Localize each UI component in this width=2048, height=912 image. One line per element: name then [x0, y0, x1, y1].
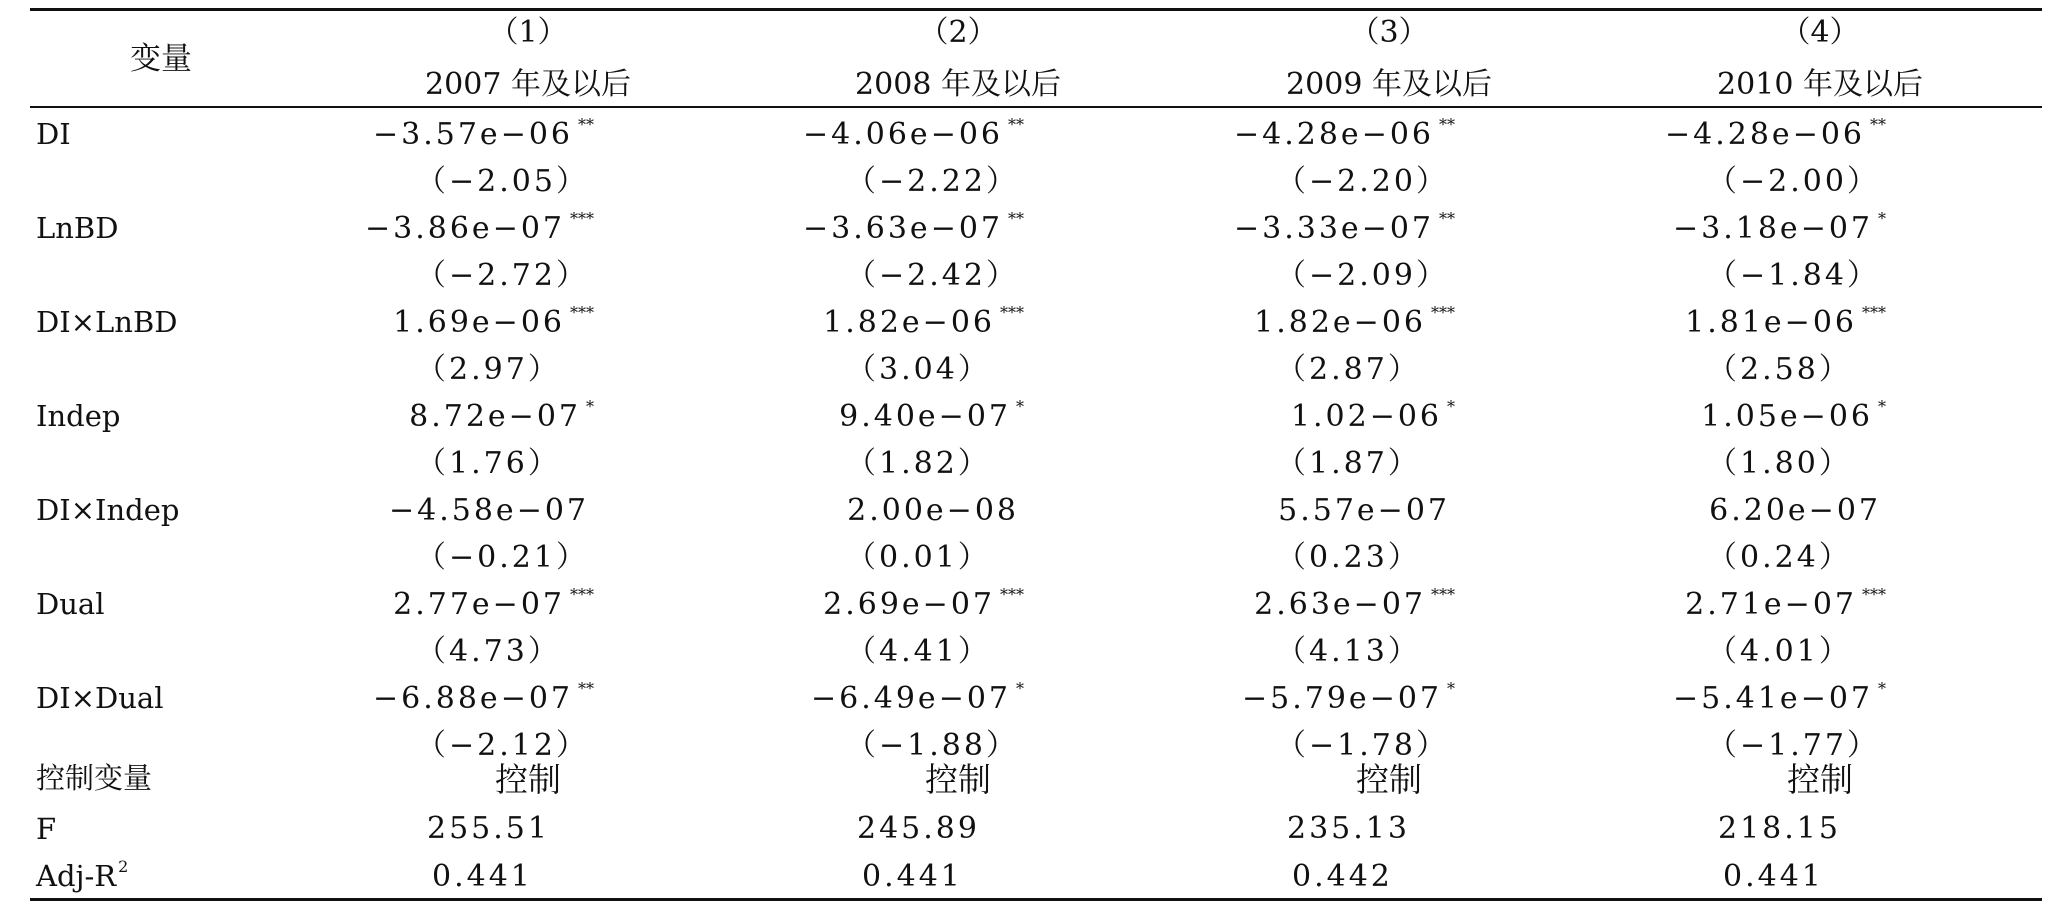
- significance-stars: **: [1008, 115, 1024, 134]
- controls-label: 控制变量: [36, 761, 153, 795]
- t-statistic: （0.24）: [1707, 540, 1852, 575]
- coefficient-value: −3.63e−07: [803, 211, 1003, 246]
- significance-stars: ***: [1431, 585, 1455, 604]
- t-statistic: （1.76）: [416, 446, 561, 481]
- significance-stars: ***: [1000, 585, 1024, 604]
- t-statistic: （−2.20）: [1276, 164, 1449, 199]
- coefficient-cell: [373, 115, 594, 152]
- t-statistic: （−2.00）: [1707, 164, 1880, 199]
- significance-stars: ***: [570, 209, 594, 228]
- coefficient-value: 2.63e−07: [1254, 587, 1426, 622]
- coefficient-cell: [1234, 209, 1455, 246]
- coefficient-cell: [1673, 679, 1886, 716]
- column-number: （2）: [918, 15, 998, 50]
- t-statistic: （−2.42）: [846, 258, 1019, 293]
- significance-stars: ***: [570, 585, 594, 604]
- coefficient-value: 1.69e−06: [393, 305, 565, 340]
- coefficient-value: −6.88e−07: [373, 681, 573, 716]
- coefficient-value: 8.72e−07: [409, 399, 581, 434]
- coefficient-value: −4.28e−06: [1665, 117, 1865, 152]
- t-statistic: （−2.05）: [416, 164, 589, 199]
- column-sample: 2010 年及以后: [1717, 67, 1923, 102]
- coefficient-cell: [1685, 585, 1886, 622]
- t-statistic: （0.01）: [846, 540, 991, 575]
- coefficient-cell: [1278, 493, 1455, 528]
- coefficient-value: −6.49e−07: [811, 681, 1011, 716]
- coefficient-cell: [839, 397, 1024, 434]
- t-statistic: （4.01）: [1707, 634, 1852, 669]
- significance-stars: *: [1447, 397, 1455, 416]
- coefficient-value: −4.06e−06: [803, 117, 1003, 152]
- column-number: （4）: [1780, 15, 1860, 50]
- t-statistic: （−2.12）: [416, 728, 589, 763]
- f-value: 245.89: [857, 811, 980, 846]
- coefficient-cell: [1701, 397, 1886, 434]
- column-number: （1）: [488, 15, 568, 50]
- significance-stars: **: [1870, 115, 1886, 134]
- table-top-rule: [30, 8, 2042, 11]
- adj-r2-value: 0.441: [862, 859, 963, 894]
- coefficient-cell: [393, 585, 594, 622]
- coefficient-cell: [1254, 303, 1455, 340]
- coefficient-cell: [823, 303, 1024, 340]
- significance-stars: *: [1016, 397, 1024, 416]
- row-label: DI: [36, 117, 71, 151]
- adj-r2-value: 0.441: [1723, 859, 1824, 894]
- significance-stars: **: [578, 115, 594, 134]
- f-value: 218.15: [1718, 811, 1841, 846]
- row-label: DI×Dual: [36, 681, 164, 715]
- significance-stars: *: [1016, 679, 1024, 698]
- controls-value: 控制: [1356, 760, 1422, 799]
- column-sample: 2007 年及以后: [425, 67, 631, 102]
- coefficient-value: 1.02−06: [1290, 399, 1442, 434]
- adj-r2-value: 0.442: [1292, 859, 1393, 894]
- controls-value: 控制: [1787, 760, 1853, 799]
- coefficient-value: 6.20e−07: [1709, 493, 1881, 528]
- t-statistic: （−2.09）: [1276, 258, 1449, 293]
- controls-value: 控制: [495, 760, 561, 799]
- coefficient-value: 1.05e−06: [1701, 399, 1873, 434]
- variable-header: 变量: [130, 41, 192, 77]
- coefficient-value: −4.58e−07: [389, 493, 589, 528]
- coefficient-cell: [373, 679, 594, 716]
- coefficient-value: −3.33e−07: [1234, 211, 1434, 246]
- significance-stars: *: [1447, 679, 1455, 698]
- f-label: F: [36, 812, 57, 846]
- significance-stars: ***: [1862, 303, 1886, 322]
- coefficient-cell: [803, 115, 1024, 152]
- column-number: （3）: [1349, 15, 1429, 50]
- t-statistic: （−2.72）: [416, 258, 589, 293]
- coefficient-value: 2.69e−07: [823, 587, 995, 622]
- coefficient-cell: [409, 397, 594, 434]
- significance-stars: ***: [1862, 585, 1886, 604]
- coefficient-cell: [1665, 115, 1886, 152]
- coefficient-value: −5.41e−07: [1673, 681, 1873, 716]
- coefficient-cell: [1709, 493, 1886, 528]
- controls-value: 控制: [925, 760, 991, 799]
- t-statistic: （4.73）: [416, 634, 561, 669]
- t-statistic: （1.82）: [846, 446, 991, 481]
- t-statistic: （4.13）: [1276, 634, 1421, 669]
- t-statistic: （−1.88）: [846, 728, 1019, 763]
- row-label: DI×LnBD: [36, 305, 178, 339]
- adj-r2-text: Adj-R: [36, 859, 117, 893]
- coefficient-cell: [1685, 303, 1886, 340]
- column-sample: 2008 年及以后: [855, 67, 1061, 102]
- t-statistic: （2.58）: [1707, 352, 1852, 387]
- adj-r2-value: 0.441: [432, 859, 533, 894]
- coefficient-value: 9.40e−07: [839, 399, 1011, 434]
- significance-stars: *: [1878, 209, 1886, 228]
- coefficient-cell: [1234, 115, 1455, 152]
- table-header-rule: [30, 106, 2042, 108]
- t-statistic: （2.87）: [1276, 352, 1421, 387]
- coefficient-value: 1.82e−06: [823, 305, 995, 340]
- coefficient-cell: [811, 679, 1024, 716]
- coefficient-value: −4.28e−06: [1234, 117, 1434, 152]
- significance-stars: *: [1878, 679, 1886, 698]
- f-value: 255.51: [427, 811, 550, 846]
- row-label: Indep: [36, 399, 121, 433]
- coefficient-value: 1.82e−06: [1254, 305, 1426, 340]
- t-statistic: （2.97）: [416, 352, 561, 387]
- t-statistic: （−1.84）: [1707, 258, 1880, 293]
- t-statistic: （−0.21）: [416, 540, 589, 575]
- row-label: LnBD: [36, 211, 119, 245]
- significance-stars: **: [1439, 115, 1455, 134]
- significance-stars: **: [1008, 209, 1024, 228]
- coefficient-value: −5.79e−07: [1242, 681, 1442, 716]
- significance-stars: *: [1878, 397, 1886, 416]
- coefficient-cell: [393, 303, 594, 340]
- coefficient-value: −3.86e−07: [365, 211, 565, 246]
- coefficient-value: 1.81e−06: [1685, 305, 1857, 340]
- t-statistic: （−2.22）: [846, 164, 1019, 199]
- significance-stars: **: [578, 679, 594, 698]
- coefficient-cell: [847, 493, 1024, 528]
- coefficient-cell: [389, 493, 594, 528]
- t-statistic: （3.04）: [846, 352, 991, 387]
- significance-stars: ***: [570, 303, 594, 322]
- t-statistic: （−1.78）: [1276, 728, 1449, 763]
- coefficient-cell: [1254, 585, 1455, 622]
- coefficient-cell: [1242, 679, 1455, 716]
- coefficient-cell: [803, 209, 1024, 246]
- significance-stars: ***: [1000, 303, 1024, 322]
- column-sample: 2009 年及以后: [1286, 67, 1492, 102]
- coefficient-cell: [1673, 209, 1886, 246]
- adj-r2-superscript: 2: [118, 857, 129, 876]
- coefficient-cell: [365, 209, 594, 246]
- significance-stars: **: [1439, 209, 1455, 228]
- significance-stars: ***: [1431, 303, 1455, 322]
- coefficient-value: 2.71e−07: [1685, 587, 1857, 622]
- t-statistic: （−1.77）: [1707, 728, 1880, 763]
- significance-stars: *: [586, 397, 594, 416]
- table-bottom-rule: [30, 898, 2042, 901]
- f-value: 235.13: [1287, 811, 1410, 846]
- t-statistic: （0.23）: [1276, 540, 1421, 575]
- row-label: DI×Indep: [36, 493, 180, 527]
- t-statistic: （4.41）: [846, 634, 991, 669]
- coefficient-value: 5.57e−07: [1278, 493, 1450, 528]
- adj-r2-label: [36, 857, 129, 893]
- coefficient-cell: [823, 585, 1024, 622]
- t-statistic: （1.80）: [1707, 446, 1852, 481]
- coefficient-value: −3.57e−06: [373, 117, 573, 152]
- coefficient-cell: [1290, 397, 1455, 434]
- t-statistic: （1.87）: [1276, 446, 1421, 481]
- coefficient-value: −3.18e−07: [1673, 211, 1873, 246]
- coefficient-value: 2.77e−07: [393, 587, 565, 622]
- row-label: Dual: [36, 587, 105, 621]
- coefficient-value: 2.00e−08: [847, 493, 1019, 528]
